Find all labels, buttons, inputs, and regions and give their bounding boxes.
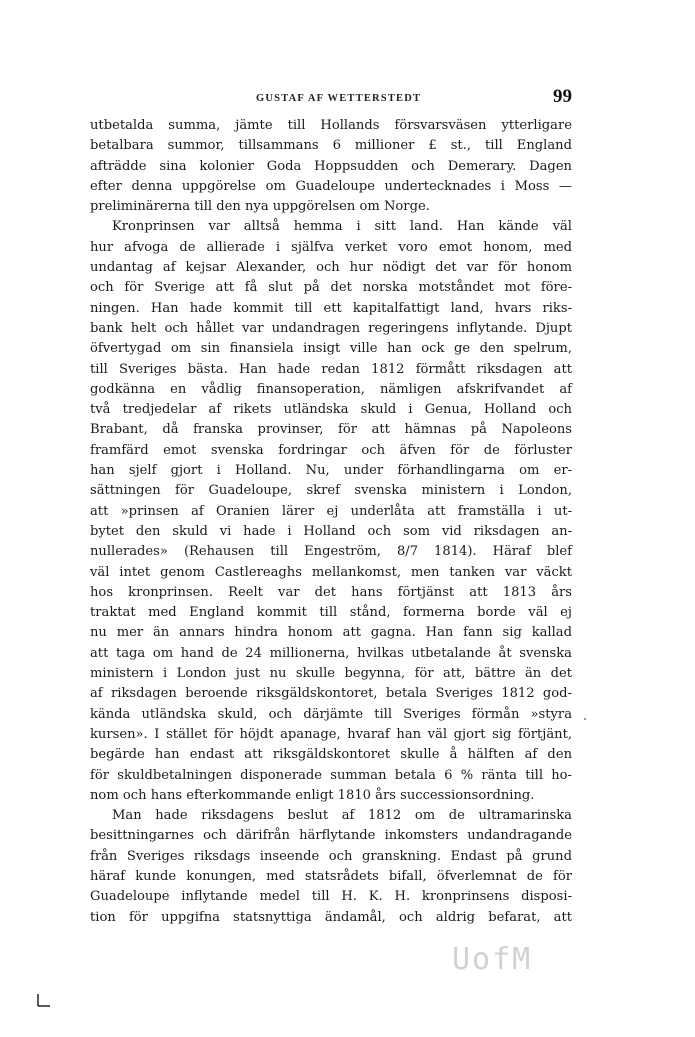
text-line: till Sveriges bästa. Han hade redan 1812 förmått riksdagen att [90,361,572,377]
text-line: utbetalda summa, jämte till Hollands försvarsväsen ytterligare [90,118,572,133]
text-line: besittningarnes och därifrån härflytande inkomsters undandragande [90,828,572,844]
corner-mark-icon [37,994,51,1008]
text-line: preliminärerna till den nya uppgörelsen om Norge. [90,199,430,215]
text-line: framfärd emot svenska fordringar och äfven för de förluster [90,442,572,458]
text-line: ministern i London just nu skulle begynna, för att, bättre än det [90,666,572,682]
text-line: öfvertygad om sin finansiela insigt ville han ock ge den spelrum, [90,341,572,357]
text-line: och för Sverige att få slut på det norska motståndet mot före- [90,280,572,296]
text-line: Man hade riksdagens beslut af 1812 om de ultramarinska [112,808,572,824]
text-line: nom och hans efterkommande enligt 1810 års successionsordning. [90,787,535,803]
text-line: han sjelf gjort i Holland. Nu, under förhandlingarna om er- [90,463,572,479]
text-line: kursen». I stället för höjdt apanage, hvaraf han väl gjort sig förtjänt, [90,726,572,742]
text-line: nu mer än annars hindra honom att gagna. Han fann sig kallad [90,625,572,641]
text-line: hos kronprinsen. Reelt var det hans förtjänst att 1813 års [90,584,572,600]
text-line: Brabant, då franska provinser, för att hämnas på Napoleons [90,422,572,438]
text-line: två tredjedelar af rikets utländska skuld i Genua, Holland och [90,402,572,418]
text-line: hur afvoga de allierade i själfva verket voro emot honom, med [90,239,572,255]
text-line: att »prinsen af Oranien lärer ej underlåta att framställa i ut- [90,503,572,519]
text-line: från Sveriges riksdags inseende och granskning. Endast på grund [90,848,572,864]
paper-speck [584,718,586,720]
library-perforation-stamp: UofM [452,942,533,977]
text-line: Kronprinsen var alltså hemma i sitt land. Han kände väl [112,219,572,235]
text-line: häraf kunde konungen, med statsrådets bifall, öfverlemnat de för [90,868,572,884]
text-line: väl intet genom Castlereaghs mellankomst, men tanken var väckt [90,564,572,580]
text-line: för skuldbetalningen disponerade summan betala 6 % ränta till ho- [90,767,572,783]
text-line: af riksdagen beroende riksgäldskontoret, betala Sveriges 1812 god- [90,686,572,702]
text-line: traktat med England kommit till stånd, formerna borde väl ej [90,605,572,621]
text-line: sättningen för Guadeloupe, skref svenska ministern i London, [90,483,572,499]
running-head [90,86,572,110]
text-line: afträdde sina kolonier Goda Hoppsudden och Demerary. Dagen [90,158,572,174]
text-line: Guadeloupe inflytande medel till H. K. H. kronprinsens disposi- [90,889,572,905]
text-line: nullerades» (Rehausen till Engeström, 8/7 1814). Häraf blef [90,544,572,560]
text-line: begärde han endast att riksgäldskontoret skulle å hälften af den [90,747,572,763]
text-line: att taga om hand de 24 millionerna, hvilkas utbetalande åt svenska [90,645,572,661]
text-line: efter denna uppgörelse om Guadeloupe undertecknades i Moss — [90,178,572,194]
text-line: bytet den skuld vi hade i Holland och som vid riksdagen an- [90,523,572,539]
text-line: bank helt och hållet var undandragen regeringens inflytande. Djupt [90,320,572,336]
text-line: kända utländska skuld, och därjämte till Sveriges förmån »styra [90,706,572,722]
text-line: betalbara summor, tillsammans 6 millioner £ st., till England [90,138,572,154]
page-number: 99 [553,86,572,107]
text-line: ningen. Han hade kommit till ett kapitalfattigt land, hvars riks- [90,300,572,316]
body-text [90,116,572,928]
text-line: godkänna en vådlig finansoperation, nämligen afskrifvandet af [90,381,572,397]
text-line: tion för uppgifna statsnyttiga ändamål, och aldrig befarat, att [90,909,572,925]
running-title: GUSTAF AF WETTERSTEDT [256,93,422,104]
text-line: undantag af kejsar Alexander, och hur nödigt det var för honom [90,260,572,276]
